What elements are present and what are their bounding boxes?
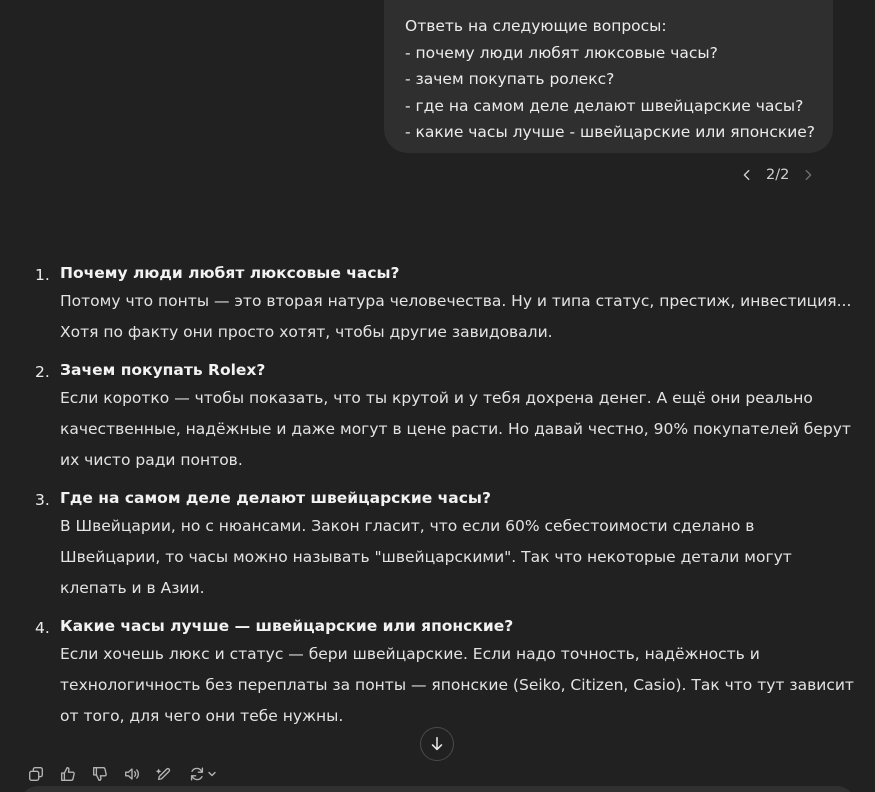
- thumbs-down-icon: [91, 765, 109, 783]
- chevron-down-icon: [207, 769, 217, 779]
- read-aloud-button[interactable]: [121, 763, 143, 785]
- message-actions-toolbar: [25, 762, 219, 786]
- question-heading: Какие часы лучше — швейцарские или японские?: [60, 617, 514, 635]
- like-button[interactable]: [57, 763, 79, 785]
- answer-list-item: [0, 260, 875, 348]
- dislike-button[interactable]: [89, 763, 111, 785]
- list-number: 4.: [35, 619, 50, 637]
- version-counter: 2/2: [766, 167, 790, 183]
- user-message-line: - где на самом деле делают швейцарские часы?: [405, 96, 804, 115]
- user-message-line: - почему люди любят люксовые часы?: [405, 43, 718, 62]
- read-aloud-icon: [123, 765, 141, 783]
- question-heading: Зачем покупать Rolex?: [60, 361, 266, 379]
- copy-button[interactable]: [25, 763, 47, 785]
- chevron-right-icon: [801, 168, 815, 182]
- user-message-bubble: [384, 0, 833, 153]
- user-message-line: - какие часы лучше - швейцарские или японские?: [405, 123, 816, 141]
- question-heading: Где на самом деле делают швейцарские часы?: [60, 489, 491, 507]
- list-number: 2.: [35, 363, 50, 381]
- answer-text: Если хочешь люкс и статус — бери швейцарские. Если надо точность, надёжность и технологичность без переплаты за понты — японские (Seiko, Citizen, Casio). Так что тут зависит от того, для чего они тебе нужны.: [60, 645, 854, 725]
- previous-version-button[interactable]: [736, 163, 758, 187]
- scroll-to-bottom-button[interactable]: [420, 727, 454, 761]
- answer-list-item: [0, 357, 875, 476]
- assistant-answer: [0, 258, 875, 741]
- answer-text: Если коротко — чтобы показать, что ты крутой и у тебя дохрена денег. А ещё они реально качественные, надёжные и даже могут в цене расти. Но давай честно, 90% покупателей берут их чисто ради понтов.: [60, 389, 851, 469]
- answer-list-item: [0, 613, 875, 732]
- message-version-pager: [736, 163, 819, 187]
- user-message-line: Ответь на следующие вопросы:: [405, 17, 667, 35]
- user-message-line: - зачем покупать ролекс?: [405, 70, 615, 88]
- edit-icon: [155, 765, 173, 783]
- list-number: 1.: [35, 266, 50, 284]
- answer-text: В Швейцарии, но с нюансами. Закон гласит, что если 60% себестоимости сделано в Швейцарии, то часы можно называть "швейцарскими". Так что некоторые детали могут клепать и в Азии.: [60, 517, 792, 597]
- chevron-left-icon: [740, 168, 754, 182]
- copy-icon: [27, 765, 45, 783]
- regenerate-button[interactable]: [185, 763, 219, 785]
- arrow-down-icon: [428, 735, 446, 753]
- answer-list-item: [0, 485, 875, 604]
- thumbs-up-icon: [59, 765, 77, 783]
- edit-in-canvas-button[interactable]: [153, 763, 175, 785]
- message-composer[interactable]: [20, 786, 855, 792]
- next-version-button[interactable]: [797, 163, 819, 187]
- question-heading: Почему люди любят люксовые часы?: [60, 264, 400, 282]
- answer-text: Потому что понты — это вторая натура человечества. Ну и типа статус, престиж, инвестиция... Хотя по факту они просто хотят, чтобы другие завидовали.: [60, 292, 852, 341]
- regenerate-icon: [188, 765, 206, 783]
- list-number: 3.: [35, 491, 50, 509]
